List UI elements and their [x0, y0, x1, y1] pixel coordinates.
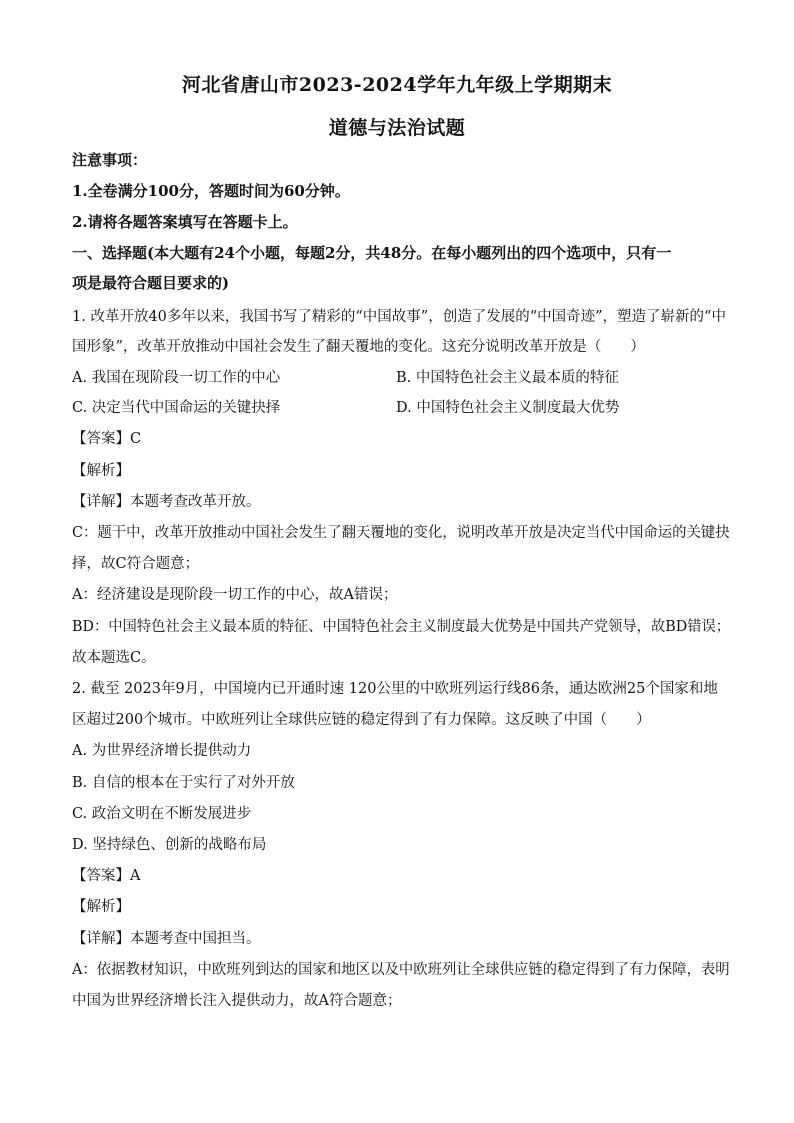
question-1-option-c: C. 决定当代中国命运的关键抉择 [72, 400, 281, 416]
question-1-option-b: B. 中国特色社会主义最本质的特征 [396, 370, 619, 386]
question-1-explanation-3: A：经济建设是现阶段一切工作的中心，故A错误； [72, 587, 398, 603]
question-2-option-d: D. 坚持绿色、创新的战略布局 [72, 837, 267, 853]
notes-item-1: 1.全卷满分100分，答题时间为60分钟。 [72, 182, 350, 200]
question-1-explanation-4: BD：中国特色社会主义最本质的特征、中国特色社会主义制度最大优势是中国共产党领导，故BD错误； [72, 619, 731, 635]
exam-title-line2: 道德与法治试题 [328, 117, 466, 139]
question-2-option-c: C. 政治文明在不断发展进步 [72, 806, 252, 822]
question-2-option-a: A. 为世界经济增长提供动力 [72, 743, 252, 759]
question-1-explanation-1: C：题干中，改革开放推动中国社会发生了翻天覆地的变化，说明改革开放是决定当代中国命运的关键抉 [72, 525, 730, 541]
question-2-option-b: B. 自信的根本在于实行了对外开放 [72, 775, 295, 791]
question-1-explanation-5: 故本题选C。 [72, 650, 156, 666]
notes-item-2: 2.请将各题答案填写在答题卡上。 [72, 213, 298, 231]
question-1-stem-line2: 国形象”，改革开放推动中国社会发生了翻天覆地的变化。这充分说明改革开放是（ ） [72, 339, 645, 355]
question-2-analysis-label: 【解析】 [72, 899, 130, 915]
question-1-explanation-2: 择，故C符合题意； [72, 556, 200, 572]
question-2-detail: 【详解】本题考查中国担当。 [72, 931, 261, 947]
question-1-option-d: D. 中国特色社会主义制度最大优势 [396, 400, 620, 416]
question-1-option-a: A. 我国在现阶段一切工作的中心 [72, 370, 281, 386]
question-1-stem-line1: 1. 改革开放40多年以来，我国书写了精彩的“中国故事”，创造了发展的“中国奇迹”，塑造了崭新的“中 [72, 309, 726, 325]
question-2-stem-line1: 2. 截至 2023年9月，中国境内已开通时速 120公里的中欧班列运行线86条，通达欧洲25个国家和地 [72, 681, 718, 697]
question-1-analysis-label: 【解析】 [72, 463, 130, 479]
question-1-detail: 【详解】本题考查改革开放。 [72, 494, 261, 510]
section-heading-line2: 项是最符合题目要求的) [72, 274, 230, 292]
notes-heading: 注意事项： [72, 151, 148, 169]
question-2-stem-line2: 区超过200个城市。中欧班列让全球供应链的稳定得到了有力保障。这反映了中国（ ） [72, 712, 651, 728]
question-1-answer: 【答案】C [72, 431, 142, 447]
section-heading-line1: 一、选择题(本大题有24个小题，每题2分，共48分。在每小题列出的四个选项中，只有一 [72, 244, 672, 262]
question-2-answer: 【答案】A [72, 868, 141, 884]
exam-title-line1: 河北省唐山市2023-2024学年九年级上学期期末 [181, 74, 613, 96]
question-2-explanation-2: 中国为世界经济增长注入提供动力，故A符合题意； [72, 993, 402, 1009]
question-2-explanation-1: A：依据教材知识，中欧班列到达的国家和地区以及中欧班列让全球供应链的稳定得到了有力保障，表明 [72, 962, 730, 978]
